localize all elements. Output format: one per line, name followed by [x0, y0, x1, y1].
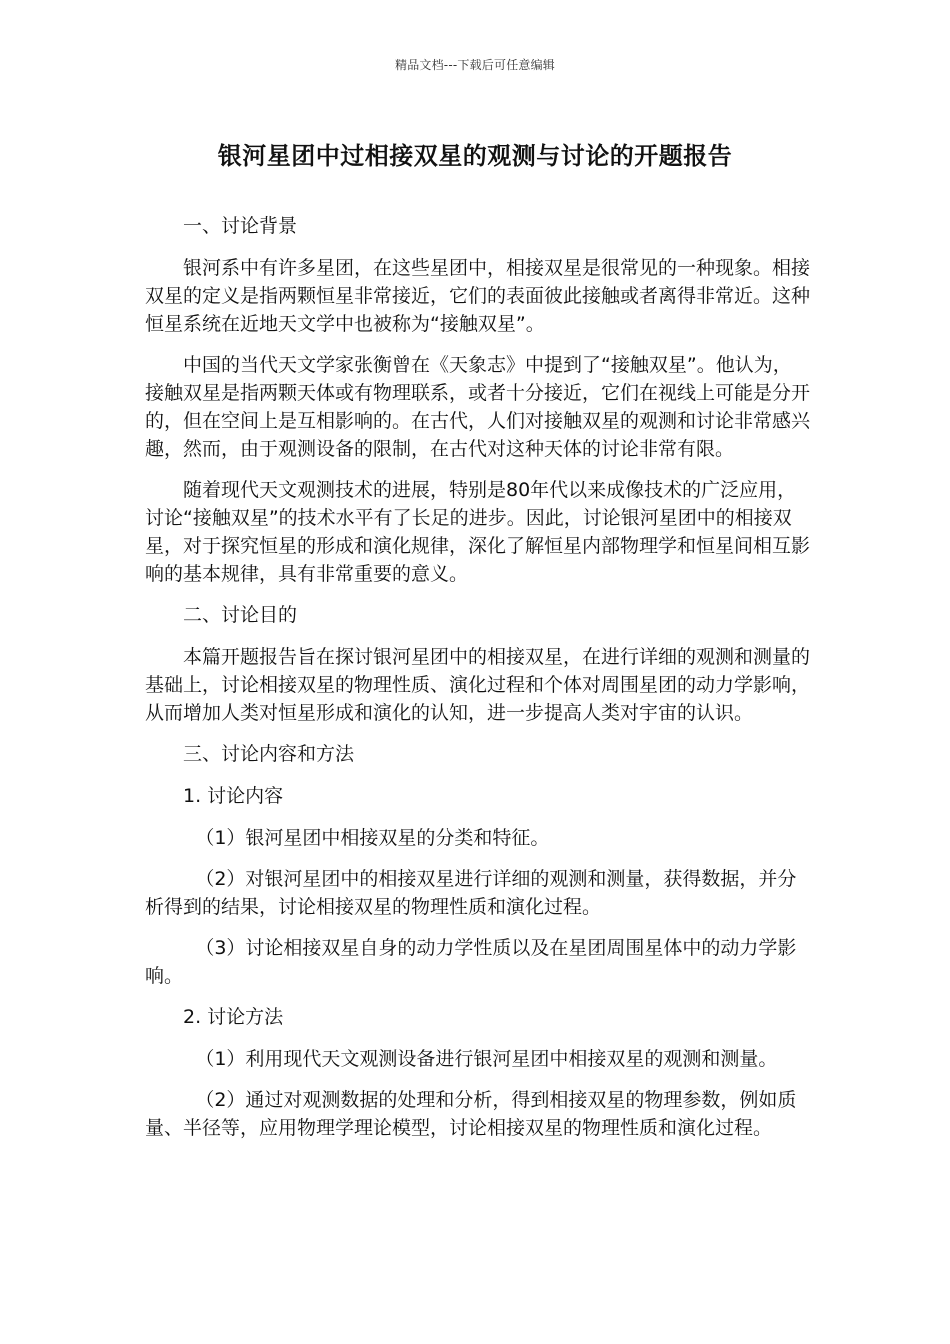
subheading-content: 1. 讨论内容 — [183, 785, 284, 807]
paragraph-background-2: 中国的当代天文学家张衡曾在《天象志》中提到了“接触双星”。他认为，接触双星是指两颗天体或有物理联系，或者十分接近，它们在视线上可能是分开的，但在空间上是互相影响的。在古代，人们对接触双星的观测和讨论非常感兴趣，然而，由于观测设备的限制，在古代对这种天体的讨论非常有限。 — [145, 354, 811, 460]
document-title: 银河星团中过相接双星的观测与讨论的开题报告 — [217, 142, 733, 170]
content-item-2: （2）对银河星团中的相接双星进行详细的观测和测量，获得数据，并分析得到的结果，讨论相接双星的物理性质和演化过程。 — [145, 868, 797, 918]
page-header: 精品文档---下载后可任意编辑 — [395, 58, 555, 72]
section-heading-purpose: 二、讨论目的 — [183, 604, 298, 626]
method-item-1: （1）利用现代天文观测设备进行银河星团中相接双星的观测和测量。 — [195, 1048, 778, 1070]
document-body — [145, 212, 810, 1155]
content-item-3: （3）讨论相接双星自身的动力学性质以及在星团周围星体中的动力学影响。 — [145, 937, 797, 987]
section-heading-background: 一、讨论背景 — [183, 215, 298, 237]
content-item-1: （1）银河星团中相接双星的分类和特征。 — [195, 827, 550, 849]
section-heading-content-method: 三、讨论内容和方法 — [183, 743, 355, 765]
method-item-2: （2）通过对观测数据的处理和分析，得到相接双星的物理参数，例如质量、半径等，应用物理学理论模型，讨论相接双星的物理性质和演化过程。 — [145, 1089, 797, 1139]
paragraph-purpose-1: 本篇开题报告旨在探讨银河星团中的相接双星，在进行详细的观测和测量的基础上，讨论相接双星的物理性质、演化过程和个体对周围星团的动力学影响，从而增加人类对恒星形成和演化的认知，进一步提高人类对宇宙的认识。 — [145, 646, 811, 724]
paragraph-background-3: 随着现代天文观测技术的进展，特别是80年代以来成像技术的广泛应用，讨论“接触双星”的技术水平有了长足的进步。因此，讨论银河星团中的相接双星，对于探究恒星的形成和演化规律，深化了解恒星内部物理学和恒星间相互影响的基本规律，具有非常重要的意义。 — [145, 479, 811, 585]
subheading-method: 2. 讨论方法 — [183, 1006, 284, 1028]
paragraph-background-1: 银河系中有许多星团，在这些星团中，相接双星是很常见的一种现象。相接双星的定义是指两颗恒星非常接近，它们的表面彼此接触或者离得非常近。这种恒星系统在近地天文学中也被称为“接触双星”。 — [145, 257, 811, 335]
